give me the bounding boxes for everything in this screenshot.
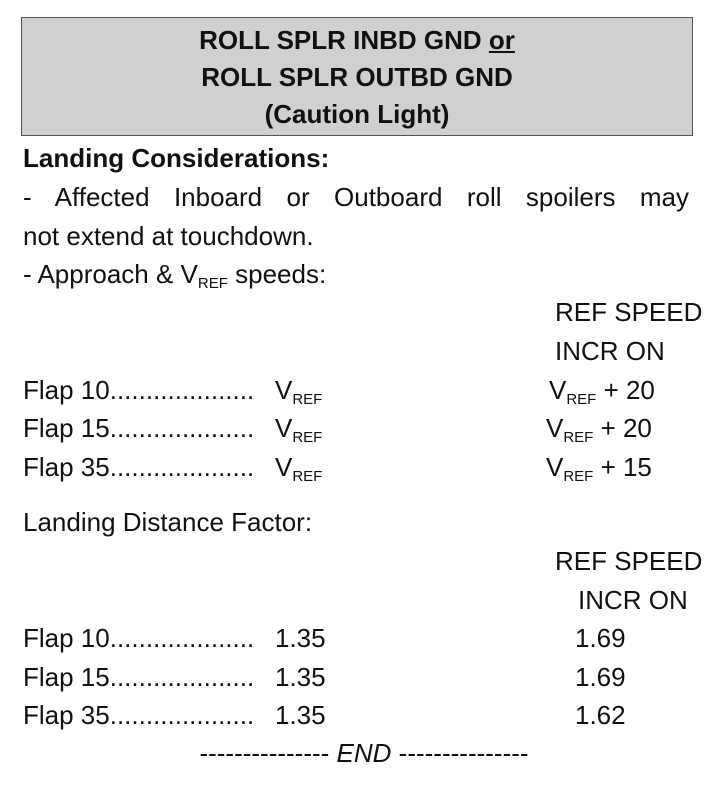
procedure-title-box <box>21 17 693 136</box>
distance-heading: Landing Distance Factor: <box>23 507 313 537</box>
speeds-row-incr <box>546 413 652 446</box>
incr-value: + 20 <box>596 375 655 405</box>
bullet-2-suffix: speeds: <box>227 259 327 289</box>
vref-v: V <box>275 375 293 405</box>
vref-v: V <box>275 452 293 482</box>
speeds-row-incr <box>549 375 655 408</box>
bullet-2-prefix: - Approach & V <box>23 259 198 289</box>
distance-row-flap: Flap 15.................... <box>23 662 255 692</box>
speeds-row-flap: Flap 35.................... <box>23 452 255 482</box>
end-dashes-right: --------------- <box>391 738 529 768</box>
title-line-1-text: ROLL SPLR INBD GND <box>199 25 489 55</box>
speeds-col-header-line-2: INCR ON <box>555 336 665 366</box>
incr-v: V <box>546 452 564 482</box>
title-line-1 <box>22 22 692 59</box>
speeds-row-vref <box>275 413 323 446</box>
bullet-2 <box>23 259 327 292</box>
incr-sub: REF <box>563 429 594 446</box>
distance-row-incr: 1.69 <box>575 623 626 653</box>
distance-row-factor: 1.35 <box>275 700 326 730</box>
end-word: END <box>336 738 392 768</box>
vref-v: V <box>275 413 293 443</box>
end-marker <box>0 738 728 768</box>
distance-row-incr: 1.62 <box>575 700 626 730</box>
bullet-1-line-2: not extend at touchdown. <box>23 221 314 251</box>
speeds-row-vref <box>275 452 323 485</box>
vref-sub: REF <box>292 468 323 485</box>
speeds-row-incr <box>546 452 652 485</box>
bullet-1-line-1: - Affected Inboard or Outboard roll spoilers may <box>23 182 689 212</box>
distance-row-incr: 1.69 <box>575 662 626 692</box>
landing-considerations-heading: Landing Considerations: <box>23 143 330 173</box>
incr-value: + 20 <box>593 413 652 443</box>
title-line-3: (Caution Light) <box>264 99 450 129</box>
bullet-2-subscript: REF <box>197 275 228 292</box>
vref-sub: REF <box>292 391 323 408</box>
speeds-row-vref <box>275 375 323 408</box>
title-line-2: ROLL SPLR OUTBD GND <box>201 62 513 92</box>
end-dashes-left: --------------- <box>199 738 337 768</box>
incr-sub: REF <box>563 468 594 485</box>
vref-sub: REF <box>292 429 323 446</box>
incr-v: V <box>546 413 564 443</box>
distance-row-factor: 1.35 <box>275 623 326 653</box>
incr-sub: REF <box>566 391 597 408</box>
speeds-row-flap: Flap 15.................... <box>23 413 255 443</box>
distance-row-factor: 1.35 <box>275 662 326 692</box>
distance-row-flap: Flap 35.................... <box>23 700 255 730</box>
title-or-word: or <box>488 25 515 55</box>
incr-value: + 15 <box>593 452 652 482</box>
speeds-row-flap: Flap 10.................... <box>23 375 255 405</box>
incr-v: V <box>549 375 567 405</box>
speeds-col-header-line-1: REF SPEED <box>555 297 703 327</box>
distance-row-flap: Flap 10.................... <box>23 623 255 653</box>
distance-col-header-line-2: INCR ON <box>578 585 688 615</box>
distance-col-header-line-1: REF SPEED <box>555 546 703 576</box>
